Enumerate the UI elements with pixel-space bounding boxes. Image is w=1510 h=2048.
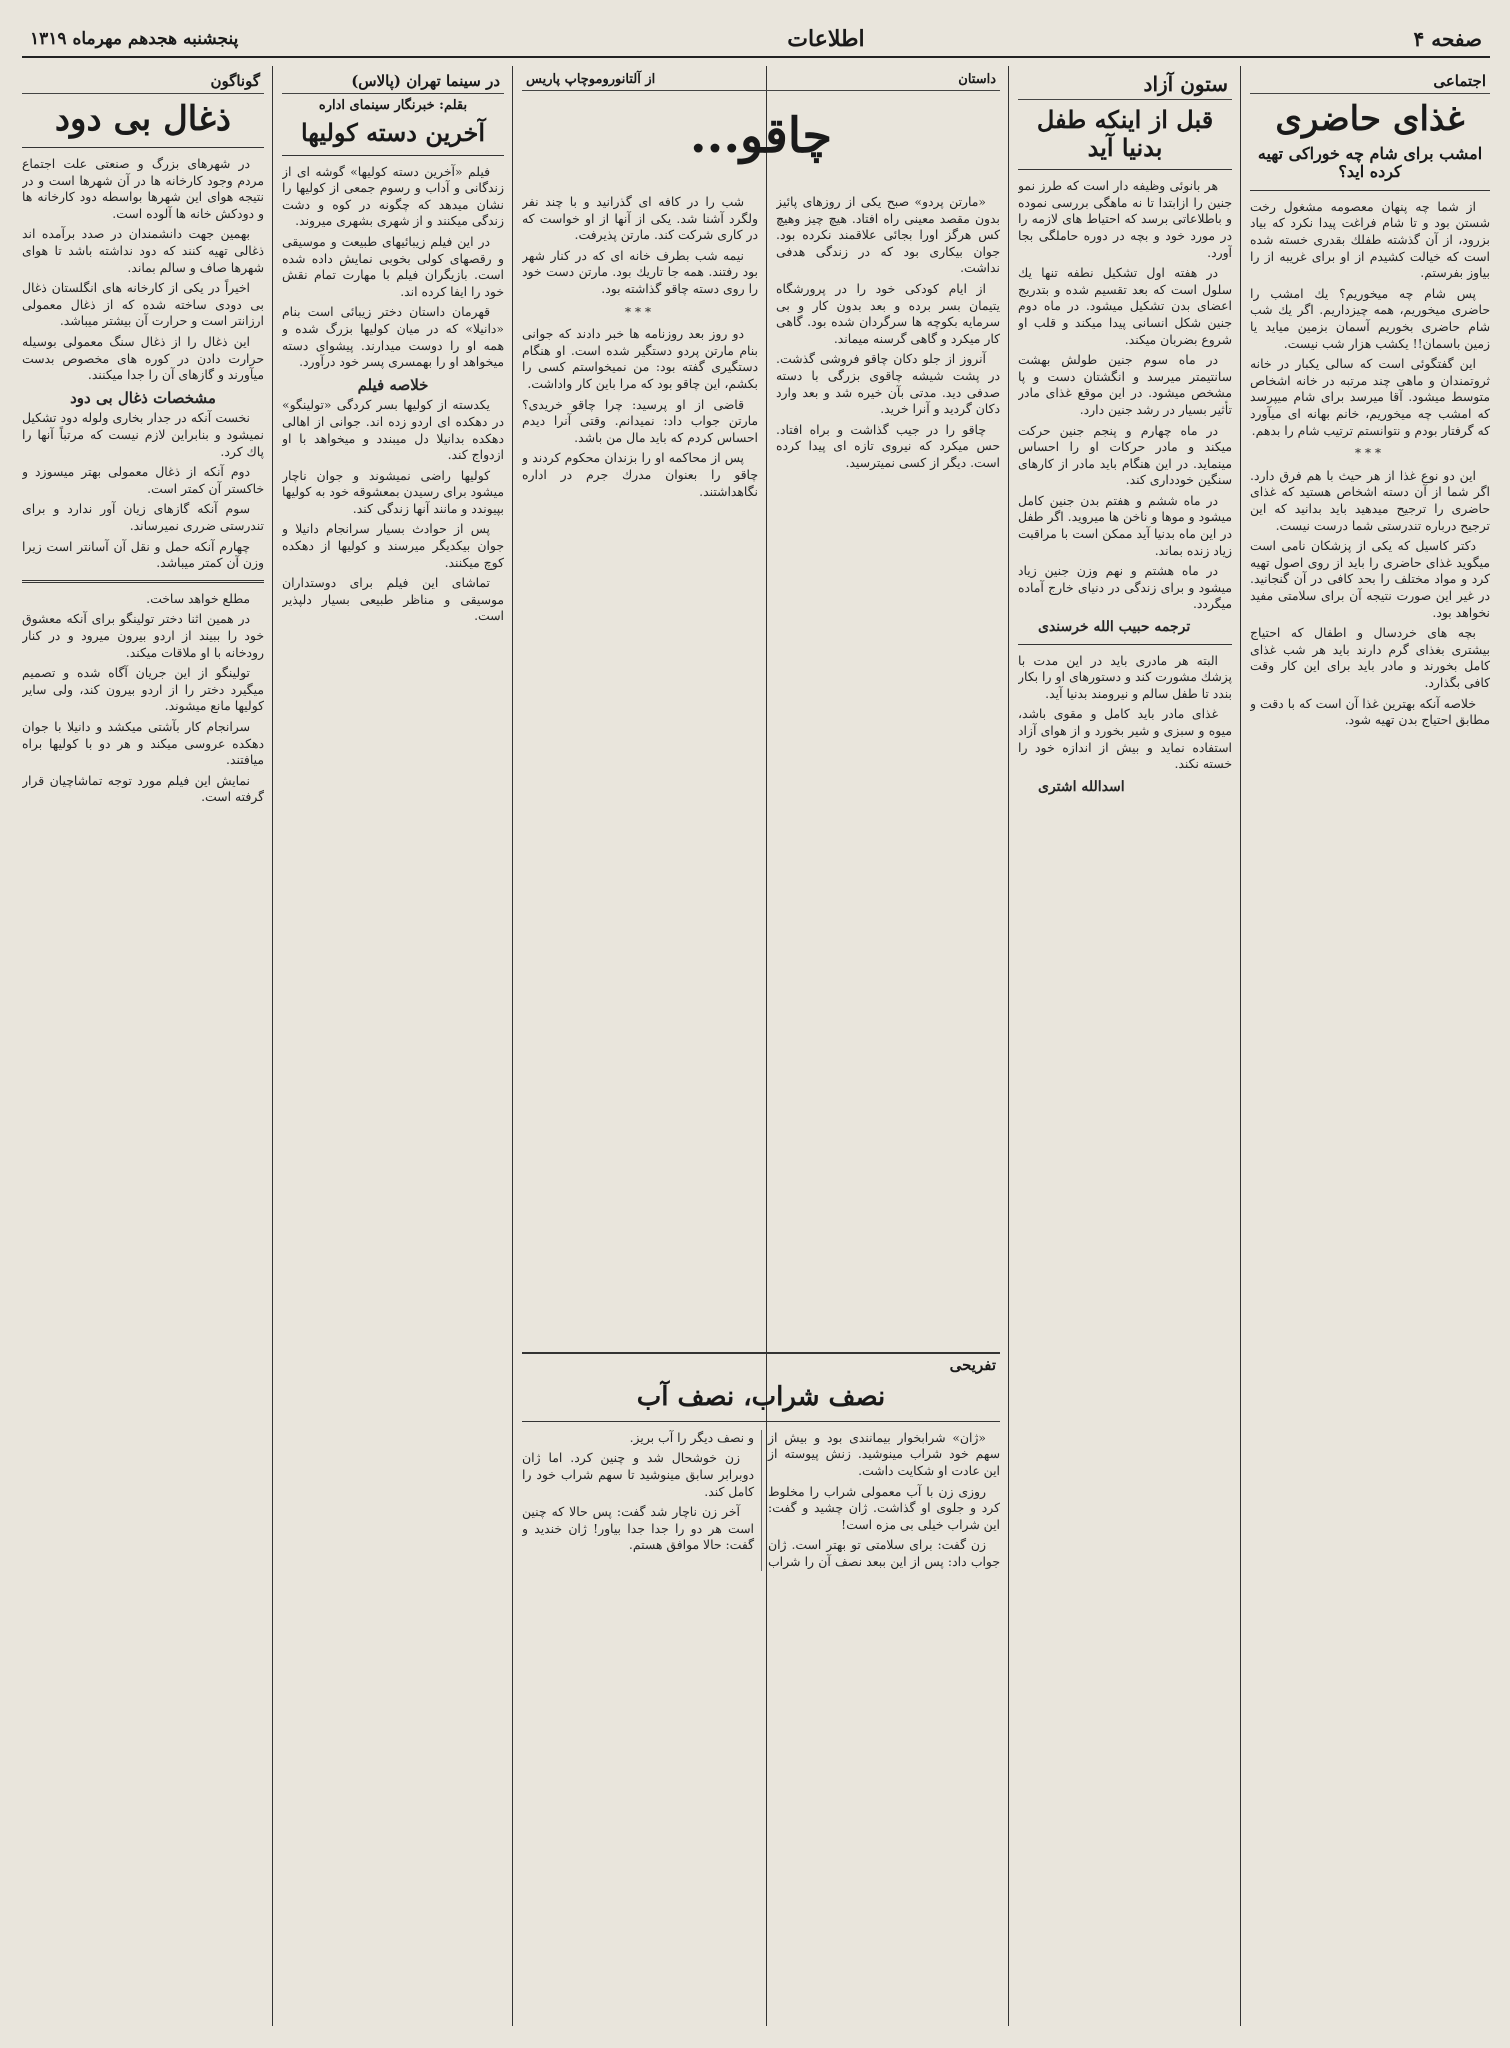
paragraph: هر بانوئی وظیفه دار است که طرز نمو جنین را ازابتدا تا نه ماهگی بررسی نموده و باطلاعاتی برسد که احتیاط های لازمه را در مورد خود و بچه در دوره حاملگی بجا آورد. — [1018, 178, 1232, 260]
paragraph: این ذغال را از ذغال سنگ معمولی بوسیله حرارت دادن در کوره های مخصوص بدست میآورند و گازهای آن را جدا میکنند. — [22, 334, 264, 383]
paragraph: فیلم «آخرین دسته کولیها» گوشه ای از زندگانی و آداب و رسوم جمعی از کولیها را نشان میدهد که چگونه در کوه و دشت زندگی میکنند و از شهری بشهری میروند. — [282, 163, 504, 229]
paragraph: نیمه شب بطرف خانه ای که در کنار شهر بود رفتند. همه جا تاریك بود. مارتن دست خود را روی دسته چاقو گذاشته بود. — [522, 247, 758, 296]
article-title: غذای حاضری — [1275, 99, 1465, 139]
paper-name: اطلاعات — [787, 26, 865, 52]
paragraph: نمایش این فیلم مورد توجه تماشاچیان قرار گرفته است. — [22, 772, 264, 805]
paragraph: آنروز از جلو دکان چاقو فروشی گذشت. در پشت شیشه چاقوی بزرگی با دسته صدفی دید. مدتی بآن خیره شد و بعد وارد دکان گردید و آنرا خرید. — [776, 351, 1000, 417]
paragraph: زن خوشحال شد و چنین کرد. اما ژان دوبرابر سابق مینوشید تا سهم شراب خود را کامل کند. — [522, 1450, 754, 1499]
column-rule — [272, 66, 273, 2026]
column-rule — [512, 66, 513, 2026]
paragraph: شب را در کافه ای گذرانید و با چند نفر ولگرد آشنا شد. یکی از آنها از او خواست که در کاری شرکت کند. مارتن پذیرفت. — [522, 194, 758, 243]
paragraph: غذای مادر باید کامل و مقوی باشد، میوه و سبزی و شیر بخورد و از هوای آزاد استفاده نماید و بیش از اندازه خود را خسته نکند. — [1018, 706, 1232, 772]
article-subtitle: امشب برای شام چه خوراکی تهیه کرده اید؟ — [1257, 144, 1483, 182]
article-title: قبل از اینکه طفل بدنیا آید — [1036, 105, 1214, 162]
section-tag: اجتماعی — [1250, 70, 1490, 94]
story-credit: از آلتانوروموچاپ پاریس — [526, 72, 656, 87]
paragraph: سرانجام کار بآشتی میکشد و دانیلا با جوان دهکده عروسی میکند و هر دو با کولیها براه میافتند. — [22, 718, 264, 768]
section-subhead: مشخصات ذغال بی دود — [70, 388, 216, 407]
paragraph: این گفتگوئی است که سالی یکبار در خانه ثروتمندان و ماهی چند مرتبه در خانه اشخاص متوسط میشود. آقا میرسد برای شام میپرسد که امشب چه میخوریم، خانم بهانه ای میآورد که گرفتار بودم و نتوانستم ترتیب شام را بدهم. — [1250, 356, 1490, 438]
paragraph: در این فیلم زیبائیهای طبیعت و موسیقی و رقصهای کولی بخوبی نمایش داده شده است. بازیگران فیلم با مهارت تمام نقش خود را ایفا کرده اند. — [282, 233, 504, 299]
article-title: آخرین دسته کولیها — [300, 118, 486, 147]
paragraph: در هفته اول تشکیل نطفه تنها یك سلول است که بعد تقسیم شده و بتدریج اعضای بدن تشکیل میشود. در ماه دوم جنین شکل انسانی پیدا میکند و قلب او شروع بضربان میکند. — [1018, 265, 1232, 347]
paragraph: در همین اثنا دختر تولینگو برای آنکه معشوق خود را ببیند از اردو بیرون میرود و در کنار رودخانه با او ملاقات میکند. — [22, 611, 264, 660]
article-free-column — [1018, 70, 1232, 2032]
story-body-col-b — [522, 194, 758, 1342]
paragraph: از شما چه پنهان معصومه مشغول رخت شستن بود و تا شام فراغت پیدا نکرد که بیاد بزرود، از آن گذشته طفلك بقدری خسته شده است که خیالت کشیدم از او برای غریبه از را بیاوز بفرستم. — [1250, 198, 1490, 281]
paragraph: کولیها راضی نمیشوند و جوان ناچار میشود برای رسیدن بمعشوقه خود به کولیها بپیوندد و مانند آنها زندگی کند. — [282, 467, 504, 516]
story-header — [522, 70, 1000, 190]
paragraph: در ماه هشتم و نهم وزن جنین زیاد میشود و برای زندگی در دنیای خارج آماده میگردد. — [1018, 563, 1232, 612]
paragraph: نخست آنکه در جدار بخاری ولوله دود تشکیل نمیشود و بنابراین لازم نیست که مرتباً آنها را پاك کرد. — [22, 410, 264, 459]
paragraph: پس شام چه میخوریم؟ یك امشب را حاضری میخوریم، همه چیزداریم. اگر یك شب شام حاضری بخوریم آسمان بزمین میاید یا زمین باسمان!! یکشب هزار شب نیست. — [1250, 285, 1490, 351]
paragraph: چاقو را در جیب گذاشت و براه افتاد. حس میکرد که نیروی تازه ای پیدا کرده است. دیگر از کسی نمیترسید. — [776, 421, 1000, 470]
story-body-col-a — [776, 194, 1000, 1342]
newspaper-page — [22, 22, 1490, 2032]
article-byline: بقلم: خبرنگار سینمای اداره — [318, 98, 468, 113]
paragraph: بچه های خردسال و اطفال که احتیاج بیشتری بغذای گرم دارند باید هر شب غذای کامل بخورند و مادر باید برای این کار وقت کافی بگذارد. — [1250, 625, 1490, 690]
paragraph: در شهرهای بزرگ و صنعتی علت اجتماع مردم وجود کارخانه ها در آن شهرها است و در نتیجه هوای این شهرها بواسطه دود کارخانه ها و دودکش خانه ها آلوده است. — [22, 156, 264, 221]
article-body — [1018, 178, 1232, 795]
story-title: چاقو... — [689, 108, 833, 164]
paragraph: چهارم آنکه حمل و نقل آن آسانتر است زیرا وزن آن کمتر میباشد. — [22, 538, 264, 571]
paragraph: در ماه چهارم و پنجم جنین حرکت میکند و مادر حرکات او را احساس مینماید. در این هنگام باید مادر از کارهای سنگین خودداری کند. — [1018, 422, 1232, 488]
paragraph: در ماه سوم جنین طولش بهشت سانتیمتر میرسد و انگشتان دست و پا مشخص میشود. در این موقع غذای مادر تأثیر بسیار در رشد جنین دارد. — [1018, 352, 1232, 417]
section-break: *** — [1355, 446, 1385, 461]
masthead — [22, 22, 1490, 58]
paragraph: از ایام کودکی خود را در پرورشگاه یتیمان بسر برده و بعد بدون کار و بی سرمایه بکوچه ها سرگردان شده بود. گاهی کار میکرد و گاهی گرسنه میماند. — [776, 280, 1000, 346]
paragraph: زن گفت: برای سلامتی تو بهتر است. ژان جواب داد: پس از این ببعد نصف آن را شراب و نصف دیگر را آب بریز. — [629, 1429, 1000, 1570]
section-tag: گوناگون — [22, 70, 264, 94]
paragraph: مطلع خواهد ساخت. — [146, 590, 250, 606]
paragraph: تماشای این فیلم برای دوستداران موسیقی و مناظر طبیعی بسیار دلپذیر است. — [282, 575, 504, 624]
paragraph: بهمین جهت دانشمندان در صدد برآمده اند ذغالی تهیه کنند که دود نداشته باشد تا هوای شهرها صاف و سالم بماند. — [22, 226, 264, 275]
paragraph: دو روز بعد روزنامه ها خبر دادند که جوانی بنام مارتن پردو دستگیر شده است. او هنگام دستگیری گفته بود: من نمیخواستم کسی را بکشم، این چاقو بود که مرا باین کار واداشت. — [522, 326, 758, 391]
paragraph: «مارتن پردو» صبح یکی از روزهای پائیز بدون مقصد معینی راه افتاد. هیچ چیز وهیچ کس هرگز اورا بجائی علاقمند نکرده بود. جوان بیکاری بود که در زندگی هدفی نداشت. — [776, 194, 1000, 276]
paragraph: آخر زن ناچار شد گفت: پس حالا که چنین است هر دو را جدا جدا بیاور! ژان خندید و گفت: حالا موافق هستم. — [522, 1504, 754, 1553]
paragraph: سوم آنکه گازهای زیان آور ندارد و برای تندرستی ضرری نمیرساند. — [22, 501, 264, 533]
paragraph: تولینگو از این جریان آگاه شده و تصمیم میگیرد دختر را از اردو بیرون کند، ولی سایر کولیها مانع میشوند. — [22, 665, 264, 714]
paragraph: این دو نوع غذا از هر حیث با هم فرق دارد. اگر شما از آن دسته اشخاص هستید که غذای حاضری را ترجیح میدهید باید بدانید که این ترجیح درباره تندرستی شما درست نیست. — [1250, 467, 1490, 533]
paragraph: قهرمان داستان دختر زیبائی است بنام «دانیلا» که در میان کولیها بزرگ شده و همه او را دوست میدارند. پیشوای دسته میخواهد او را بهمسری پسر خود درآورد. — [282, 304, 504, 370]
author-signature: اسدالله اشتری — [1038, 778, 1125, 795]
article-misc — [22, 70, 264, 2032]
paragraph: قاضی از او پرسید: چرا چاقو خریدی؟ مارتن جواب داد: نمیدانم. وقتی آنرا دیدم احساس کردم که باید مال من باشد. — [522, 396, 758, 445]
section-tag: ستون آزاد — [1018, 70, 1232, 100]
section-tag: داستان — [958, 72, 996, 87]
translator-signature: ترجمه حبیب الله خرسندی — [1038, 619, 1191, 636]
issue-date: پنجشنبه هجدهم مهرماه ۱۳۱۹ — [30, 29, 239, 49]
section-break: *** — [625, 304, 655, 319]
paragraph: پس از محاکمه او را بزندان محکوم کردند و چاقو را بعنوان مدرك جرم در اداره نگاهداشتند. — [522, 450, 758, 499]
article-social — [1250, 70, 1490, 2032]
paragraph: پس از حوادث بسیار سرانجام دانیلا و جوان بیکدیگر میرسند و کولیها از دهکده کوچ میکنند. — [282, 521, 504, 570]
page-number: صفحه ۴ — [1413, 27, 1482, 51]
paragraph: خلاصه آنکه بهترین غذا آن است که با دقت و مطابق احتیاج بدن تهیه شود. — [1250, 695, 1490, 728]
column-rule — [1008, 66, 1009, 2026]
paragraph: یکدسته از کولیها بسر کردگی «تولینگو» در دهکده ای اردو زده اند. جوانی از اهالی دهکده بدانیلا دل میبندد و میخواهد با او ازدواج کند. — [282, 397, 504, 463]
paragraph: البته هر مادری باید در این مدت با پزشك مشورت کند و دستورهای او را بکار بندد تا طفل سالم و نیرومند بدنیا آید. — [1018, 652, 1232, 701]
section-tag: در سینما تهران (پالاس) — [282, 70, 504, 94]
section-tag: تفریحی — [949, 1356, 996, 1374]
article-title: نصف شراب، نصف آب — [636, 1382, 886, 1412]
paragraph: در ماه ششم و هفتم بدن جنین کامل میشود و موها و ناخن ها میروید. اگر طفل در این ماه بدنیا آید ممکن است با مراقبت زیاد زنده بماند. — [1018, 492, 1232, 558]
article-body — [1250, 199, 1490, 729]
column-rule — [1240, 66, 1241, 2026]
paragraph: «ژان» شرابخوار بیمانندی بود و بیش از سهم خود شراب مینوشید. زنش پیوسته از این عادت او شکایت داشت. — [768, 1429, 1000, 1479]
paragraph: اخیراً در یکی از کارخانه های انگلستان ذغال بی دودی ساخته شده که از ذغال معمولی ارزانتر است و حرارت آن بیشتر میباشد. — [22, 280, 264, 329]
paragraph: روزی زن با آب معمولی شراب را مخلوط کرد و جلوی او گذاشت. ژان چشید و گفت: این شراب خیلی بی مزه است! — [768, 1483, 1000, 1532]
article-humor — [522, 1352, 1000, 2034]
paragraph: دوم آنکه از ذغال معمولی بهتر میسوزد و خاکستر آن کمتر است. — [22, 464, 264, 496]
article-cinema — [282, 70, 504, 2032]
article-title: ذغال بی دود — [54, 99, 232, 139]
section-subhead: خلاصه فیلم — [357, 375, 429, 394]
paragraph: دکتر کاسیل که یکی از پزشکان نامی است میگوید غذای حاضری را باید از روی اصول تهیه کرد و مواد مختلف را بحد کافی در آن گنجانید. در غیر این صورت نتیجه آن برای سلامتی مفید نخواهد بود. — [1250, 538, 1490, 620]
